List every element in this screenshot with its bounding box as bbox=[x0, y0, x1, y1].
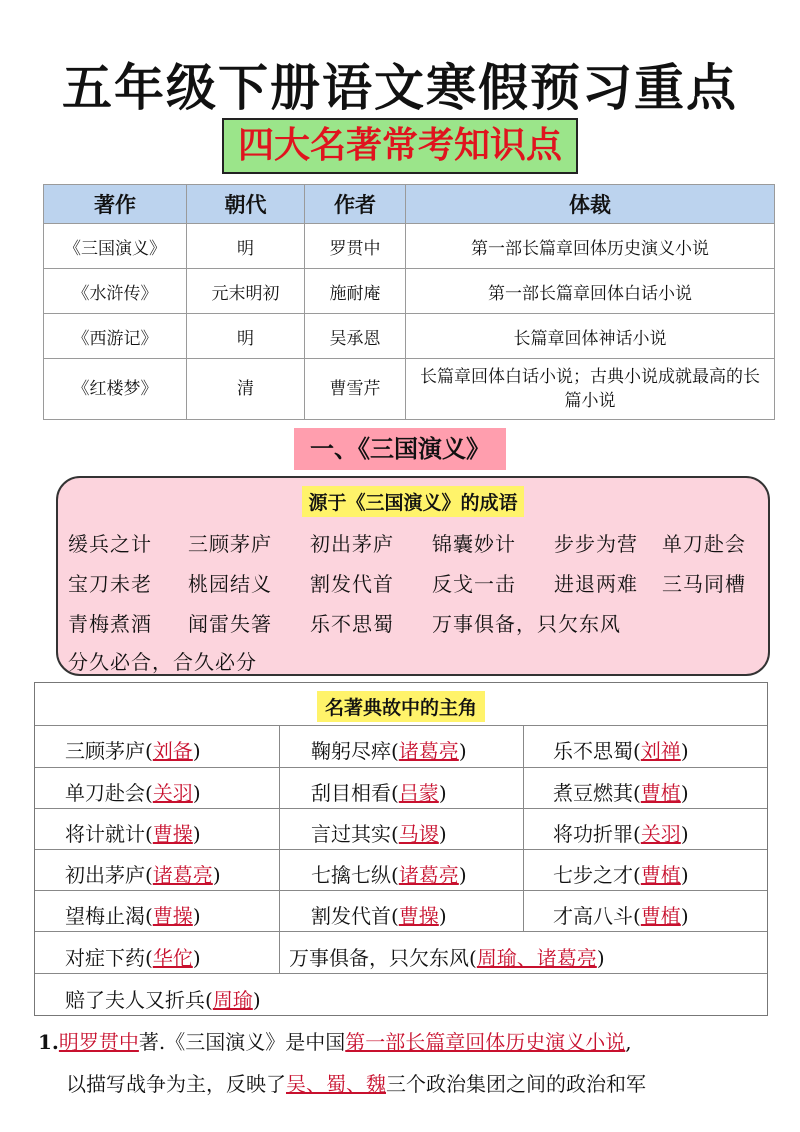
header-genre: 体裁 bbox=[406, 185, 775, 224]
idiom-item: 万事俱备，只欠东风 bbox=[432, 612, 621, 636]
idiom-item: 进退两难 bbox=[554, 572, 638, 596]
work-name: 《西游记》 bbox=[44, 314, 187, 359]
work-author: 吴承恩 bbox=[305, 314, 406, 359]
character-cell: 万事俱备，只欠东风(周瑜、诸葛亮) bbox=[289, 946, 605, 970]
paragraph-line-2: 以描写战争为主，反映了吴、蜀、魏三个政治集团之间的政治和军 bbox=[66, 1072, 646, 1096]
character-cell: 鞠躬尽瘁(诸葛亮) bbox=[311, 739, 467, 763]
table-row bbox=[44, 314, 775, 359]
genre-highlight: 第一部长篇章回体历史演义小说 bbox=[345, 1030, 626, 1054]
character-cell: 单刀赴会(关羽) bbox=[65, 781, 201, 805]
character-cell: 七擒七纵(诸葛亮) bbox=[311, 863, 467, 887]
character-cell: 割发代首(曹操) bbox=[311, 904, 447, 928]
work-author: 罗贯中 bbox=[305, 224, 406, 269]
idiom-item: 割发代首 bbox=[310, 572, 394, 596]
character-cell: 初出茅庐(诸葛亮) bbox=[65, 863, 221, 887]
work-genre: 长篇章回体神话小说 bbox=[406, 314, 775, 359]
work-author: 施耐庵 bbox=[305, 269, 406, 314]
states-highlight: 吴、蜀、魏 bbox=[286, 1072, 386, 1096]
characters-grid bbox=[34, 682, 768, 1016]
idiom-item: 闻雷失箸 bbox=[188, 612, 272, 636]
idiom-item: 宝刀未老 bbox=[68, 572, 152, 596]
character-cell: 将计就计(曹操) bbox=[65, 822, 201, 846]
idiom-item: 反戈一击 bbox=[432, 572, 516, 596]
character-cell: 七步之才(曹植) bbox=[553, 863, 689, 887]
paragraph-line-1: 1.明罗贯中著.《三国演义》是中国第一部长篇章回体历史演义小说, bbox=[38, 1030, 632, 1054]
work-dynasty: 明 bbox=[187, 314, 305, 359]
header-dynasty: 朝代 bbox=[187, 185, 305, 224]
idiom-item: 桃园结义 bbox=[188, 572, 272, 596]
idiom-item: 初出茅庐 bbox=[310, 532, 394, 556]
work-genre: 第一部长篇章回体历史演义小说 bbox=[406, 224, 775, 269]
idiom-item: 分久必合，合久必分 bbox=[68, 650, 257, 674]
character-cell: 赔了夫人又折兵(周瑜) bbox=[65, 988, 261, 1012]
work-dynasty: 明 bbox=[187, 224, 305, 269]
idiom-item: 锦囊妙计 bbox=[432, 532, 516, 556]
table-row bbox=[44, 269, 775, 314]
works-table-header bbox=[44, 185, 775, 224]
idiom-item: 缓兵之计 bbox=[68, 532, 152, 556]
page-subtitle: 四大名著常考知识点 bbox=[222, 118, 578, 174]
idiom-item: 乐不思蜀 bbox=[310, 612, 394, 636]
idioms-box bbox=[56, 476, 770, 676]
work-name: 《红楼梦》 bbox=[44, 359, 187, 420]
work-dynasty: 清 bbox=[187, 359, 305, 420]
idiom-item: 青梅煮酒 bbox=[68, 612, 152, 636]
idiom-item: 单刀赴会 bbox=[662, 532, 746, 556]
character-cell: 刮目相看(吕蒙) bbox=[311, 781, 447, 805]
work-genre: 第一部长篇章回体白话小说 bbox=[406, 269, 775, 314]
idioms-heading: 源于《三国演义》的成语 bbox=[302, 486, 523, 517]
work-author: 曹雪芹 bbox=[305, 359, 406, 420]
idiom-item: 三马同槽 bbox=[662, 572, 746, 596]
table-row bbox=[44, 359, 775, 420]
idiom-item: 步步为营 bbox=[554, 532, 638, 556]
character-cell: 望梅止渴(曹操) bbox=[65, 904, 201, 928]
table-row bbox=[44, 224, 775, 269]
character-cell: 将功折罪(关羽) bbox=[553, 822, 689, 846]
idiom-item: 三顾茅庐 bbox=[188, 532, 272, 556]
character-cell: 言过其实(马谡) bbox=[311, 822, 447, 846]
character-cell: 对症下药(华佗) bbox=[65, 946, 201, 970]
work-name: 《三国演义》 bbox=[44, 224, 187, 269]
character-cell: 三顾茅庐(刘备) bbox=[65, 739, 201, 763]
header-author: 作者 bbox=[305, 185, 406, 224]
character-cell: 才高八斗(曹植) bbox=[553, 904, 689, 928]
work-dynasty: 元末明初 bbox=[187, 269, 305, 314]
character-cell: 乐不思蜀(刘禅) bbox=[553, 739, 689, 763]
page-title: 五年级下册语文寒假预习重点 bbox=[62, 59, 738, 117]
header-work: 著作 bbox=[44, 185, 187, 224]
section-heading: 一、《三国演义》 bbox=[294, 428, 506, 470]
works-table bbox=[43, 184, 775, 420]
author-highlight: 明罗贯中 bbox=[58, 1030, 139, 1054]
character-cell: 煮豆燃萁(曹植) bbox=[553, 781, 689, 805]
work-genre: 长篇章回体白话小说；古典小说成就最高的长篇小说 bbox=[406, 359, 775, 420]
characters-heading: 名著典故中的主角 bbox=[317, 691, 485, 722]
work-name: 《水浒传》 bbox=[44, 269, 187, 314]
